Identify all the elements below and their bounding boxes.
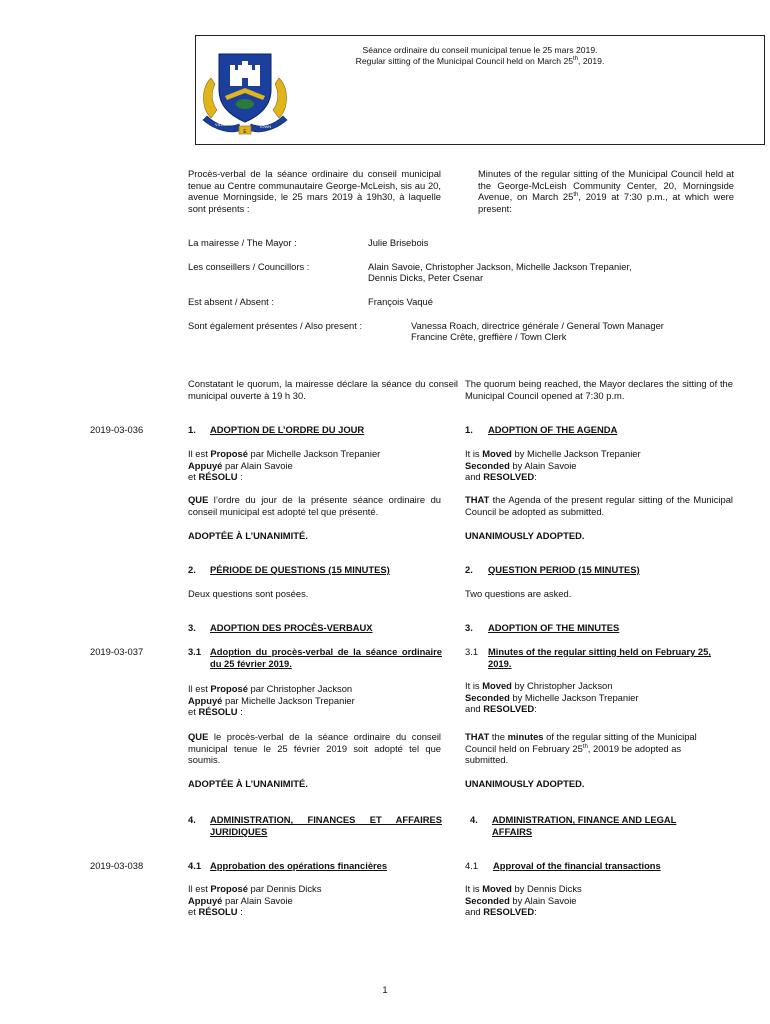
item-title-fr: PÉRIODE DE QUESTIONS (15 MINUTES) xyxy=(210,564,390,575)
item-number: 4. xyxy=(470,814,478,825)
item-title-en: Approval of the financial transactions xyxy=(493,860,661,871)
questions-fr: Deux questions sont posées. xyxy=(188,588,309,599)
item-title-en: ADMINISTRATION, FINANCE AND LEGAL AFFAIRS xyxy=(492,814,677,837)
also-present-line1: Vanessa Roach, directrice générale / General Town Manager xyxy=(411,320,664,331)
svg-text:VILLE: VILLE xyxy=(215,122,226,127)
item-number: 2. xyxy=(188,564,196,575)
adopted-en: UNANIMOUSLY ADOPTED. xyxy=(465,530,585,541)
item-title-fr: Approbation des opérations financières xyxy=(210,860,388,871)
header-title-en: Regular sitting of the Municipal Council held on March 25th, 2019. xyxy=(355,55,605,66)
resolution-body-en: THAT the Agenda of the present regular sitting of the Municipal Council be adopted as submitted. xyxy=(465,494,733,517)
absent-label: Est absent / Absent : xyxy=(188,296,274,307)
councillors-line2: Dennis Dicks, Peter Csenar xyxy=(368,272,484,283)
resolution-ref: 2019-03-037 xyxy=(90,646,144,657)
item-number: 4. xyxy=(188,814,196,825)
intro-fr: Procès-verbal de la séance ordinaire du conseil municipal tenue au Centre communautaire George-McLeish, sis au 20, avenue Morningside, le 25 mars 2019 à 19h30, à laquelle sont présents : xyxy=(188,168,441,214)
item-number: 2. xyxy=(465,564,473,575)
motion-en: It is Moved by Christopher Jackson Seconded by Michelle Jackson Trepanier and RESOLVED: xyxy=(465,680,639,715)
svg-text:TOWN: TOWN xyxy=(259,124,272,129)
header-title xyxy=(230,45,730,66)
quorum-en: The quorum being reached, the Mayor declares the sitting of the Municipal Council opened at 7:30 p.m. xyxy=(465,378,733,401)
header-title-fr: Séance ordinaire du conseil municipal tenue le 25 mars 2019. xyxy=(362,45,598,55)
motion-en: It is Moved by Michelle Jackson Trepanier Seconded by Alain Savoie and RESOLVED: xyxy=(465,448,641,483)
quorum-fr: Constatant le quorum, la mairesse déclare la séance du conseil municipal ouverte à 19 h 30. xyxy=(188,378,458,401)
resolution-ref: 2019-03-036 xyxy=(90,424,144,435)
intro-en: Minutes of the regular sitting of the Municipal Council held at the George-McLeish Community Center, 20, Morningside Avenue, on March 25th, 2019 at 7:30 p.m., at which were present: xyxy=(478,168,735,214)
motion-fr: Il est Proposé par Dennis Dicks Appuyé par Alain Savoie et RÉSOLU : xyxy=(188,883,322,918)
item-number: 4.1 xyxy=(188,860,202,871)
item-number: 4.1 xyxy=(465,860,479,871)
motion-en: It is Moved by Dennis Dicks Seconded by Alain Savoie and RESOLVED: xyxy=(465,883,582,918)
resolution-body-fr: QUE l’ordre du jour de la présente séance ordinaire du conseil municipal est adopté tel que présenté. xyxy=(188,494,441,517)
questions-en: Two questions are asked. xyxy=(465,588,572,599)
item-title-fr: Adoption du procès-verbal de la séance ordinaire du 25 février 2019. xyxy=(210,646,442,669)
resolution-body-en: THAT the minutes of the regular sitting of the Municipal Council held on February 25th, 20019 be adopted as submitted. xyxy=(465,731,697,766)
adopted-fr: ADOPTÉE À L’UNANIMITÉ. xyxy=(188,778,308,789)
item-number: 3.1 xyxy=(188,646,202,657)
item-title-en: ADOPTION OF THE MINUTES xyxy=(488,622,620,633)
item-number: 1. xyxy=(188,424,196,435)
motion-fr: Il est Proposé par Michelle Jackson Trepanier Appuyé par Alain Savoie et RÉSOLU : xyxy=(188,448,381,483)
also-present-label: Sont également présentes / Also present : xyxy=(188,320,363,331)
councillors-line1: Alain Savoie, Christopher Jackson, Michelle Jackson Trepanier, xyxy=(368,261,632,272)
adopted-fr: ADOPTÉE À L’UNANIMITÉ. xyxy=(188,530,308,541)
mayor-value: Julie Brisebois xyxy=(368,237,429,248)
adopted-en: UNANIMOUSLY ADOPTED. xyxy=(465,778,585,789)
resolution-body-fr: QUE le procès-verbal de la séance ordinaire du conseil municipal tenue le 25 février 2019 soit adopté tel que soumis. xyxy=(188,731,441,766)
svg-text:E: E xyxy=(243,129,247,135)
also-present-line2: Francine Crête, greffière / Town Clerk xyxy=(411,331,567,342)
item-title-fr: ADOPTION DE L’ORDRE DU JOUR xyxy=(210,424,365,435)
item-number: 3.1 xyxy=(465,646,479,657)
resolution-ref: 2019-03-038 xyxy=(90,860,144,871)
item-number: 1. xyxy=(465,424,473,435)
item-title-en: Minutes of the regular sitting held on February 25, 2019. xyxy=(488,646,711,669)
item-number: 3. xyxy=(465,622,473,633)
item-number: 3. xyxy=(188,622,196,633)
councillors-label: Les conseillers / Councillors : xyxy=(188,261,310,272)
absent-value: François Vaqué xyxy=(368,296,433,307)
motion-fr: Il est Proposé par Christopher Jackson Appuyé par Michelle Jackson Trepanier et RÉSOLU : xyxy=(188,683,355,718)
mayor-label: La mairesse / The Mayor : xyxy=(188,237,297,248)
item-title-fr: ADMINISTRATION, FINANCES ET AFFAIRES JURIDIQUES xyxy=(210,814,442,837)
item-title-fr: ADOPTION DES PROCÈS-VERBAUX xyxy=(210,622,373,633)
page-number: 1 xyxy=(382,984,388,995)
item-title-en: ADOPTION OF THE AGENDA xyxy=(488,424,618,435)
item-title-en: QUESTION PERIOD (15 MINUTES) xyxy=(488,564,640,575)
